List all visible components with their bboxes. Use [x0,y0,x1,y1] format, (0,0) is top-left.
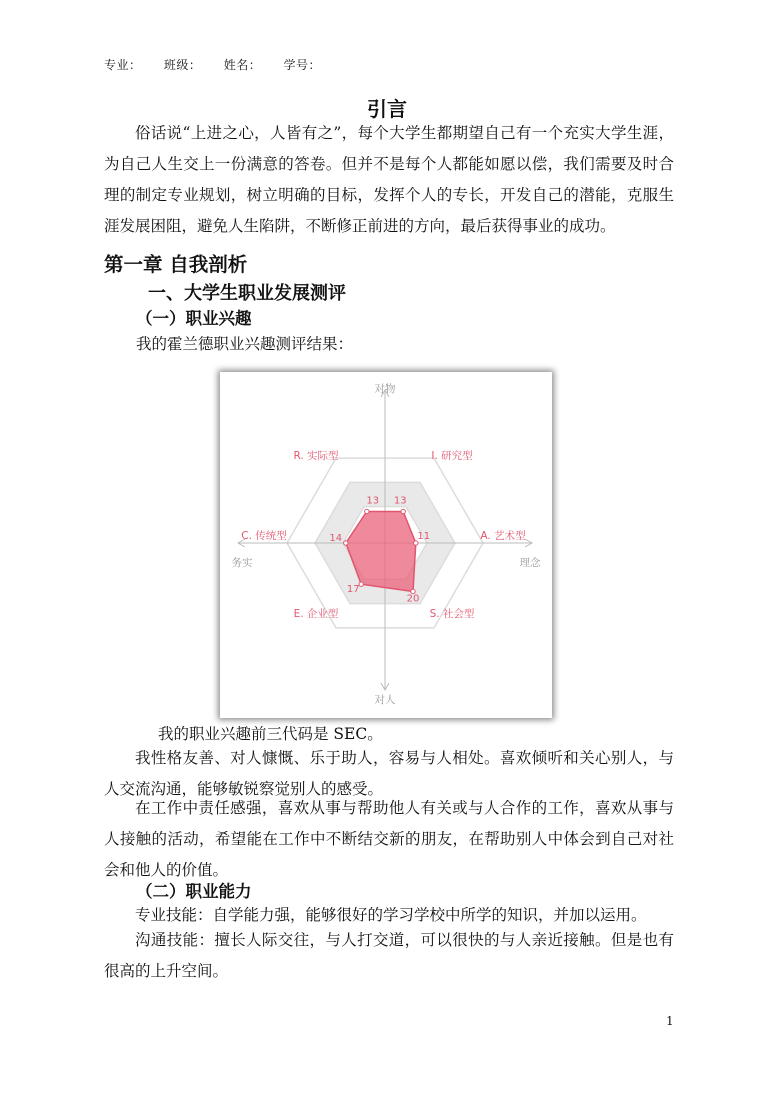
intro-paragraph: 俗话说“上进之心，人皆有之”，每个大学生都期望自己有一个充实大学生涯，为自己人生交上一份满意的答卷。但并不是每个人都能如愿以偿，我们需要及时合理的制定专业规划，树立明确的目标，发挥个人的专长，开发自己的潜能，克服生涯发展困阻，避免人生陷阱，不断修正前进的方向，最后获得事业的成功。 [104,124,674,235]
page-number: 1 [666,1014,674,1028]
value-label: 13 [393,495,407,507]
page-header [104,56,339,73]
test-intro-text: 我的霍兰德职业兴趣测评结果： [136,335,354,353]
dimension-label: R. 实际型 [293,450,339,462]
axis-label: 理念 [519,557,541,569]
dimension-label: E. 企业型 [293,608,339,620]
radar-chart [220,372,552,718]
data-point [359,582,363,586]
axis-label: 务实 [231,557,253,569]
value-label: 20 [406,593,420,605]
personality-paragraph: 我性格友善、对人慷慨、乐于助人，容易与人相处。喜欢倾听和关心别人，与人交流沟通，能够敏锐察觉别人的感受。 [104,749,674,798]
holland-radar-figure [220,372,552,718]
value-label: 13 [366,495,380,507]
skill-communication: 沟通技能：擅长人际交往，与人打交道，可以很快的与人亲近接触。但是也有很高的上升空间。 [104,931,674,980]
axis-label: 对物 [374,383,396,395]
data-point [401,509,405,513]
work-paragraph: 在工作中责任感强，喜欢从事与帮助他人有关或与人合作的工作，喜欢从事与人接触的活动，希望能在工作中不断结交新的朋友，在帮助别人中体会到自己对社会和他人的价值。 [104,799,674,879]
dimension-label: I. 研究型 [431,450,473,462]
code-line-text: 我的职业兴趣前三代码是 SEC。 [158,725,383,743]
subsection-interest-heading: （一）职业兴趣 [136,309,252,328]
axis-label: 对人 [374,694,396,706]
section-heading: 一、大学生职业发展测评 [148,283,346,304]
value-label: 17 [346,584,360,596]
dimension-label: A. 艺术型 [480,530,526,542]
chapter-heading: 第一章 自我剖析 [104,253,248,276]
skill-professional: 专业技能：自学能力强，能够很好的学习学校中所学的知识，并加以运用。 [135,906,647,924]
header-id: 学号： [283,58,322,72]
value-label: 14 [329,533,343,544]
header-major: 专业： [104,58,142,72]
data-point [365,509,369,513]
subsection-ability-heading: （二）职业能力 [136,882,252,901]
value-label: 11 [417,531,431,542]
doc-title: 引言 [367,97,407,121]
header-class: 班级： [163,58,202,72]
dimension-label: C. 传统型 [241,530,287,542]
header-name: 姓名： [223,58,262,72]
data-point [344,541,348,545]
dimension-label: S. 社会型 [429,608,475,620]
